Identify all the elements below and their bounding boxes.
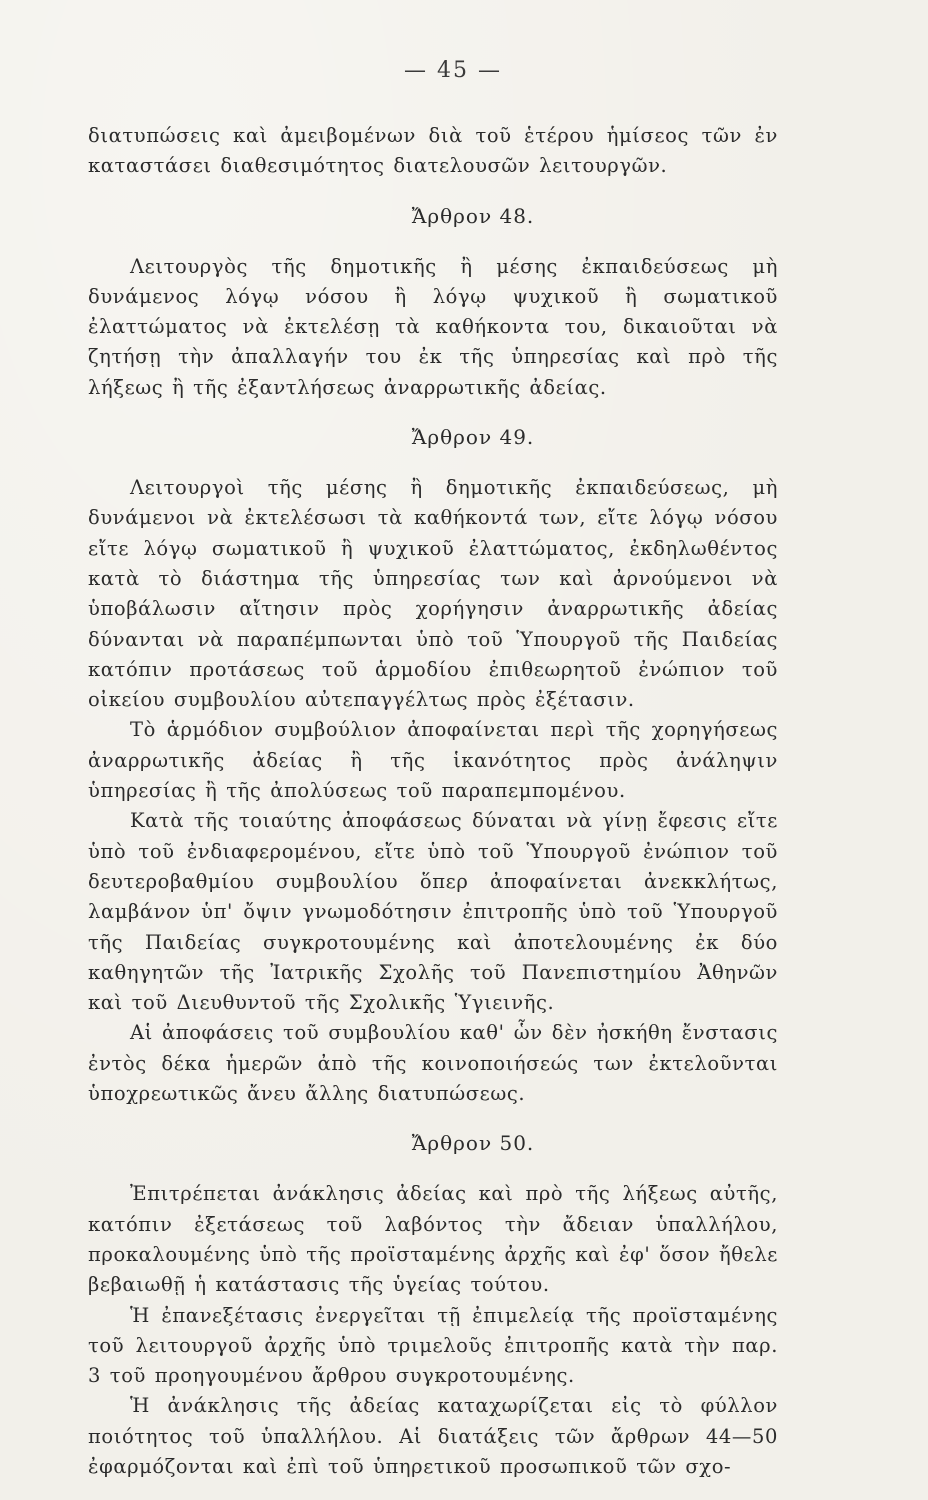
article-49-paragraph-3: Κατὰ τῆς τοιαύτης ἀποφάσεως δύναται νὰ γίνῃ ἔφεσις εἴτε ὑπὸ τοῦ ἐνδιαφερομένου, εἴτε ὑπὸ τοῦ Ὑπουργοῦ ἐνώπιον τοῦ δευτεροβαθμίου συμβουλίου ὅπερ ἀποφαίνεται ἀνεκκλήτως, λαμβάνον ὑπ' ὄψιν γνωμοδότησιν ἐπιτροπῆς ὑπὸ τοῦ Ὑπουργοῦ τῆς Παιδείας συγκροτουμένης καὶ ἀποτελουμένης ἐκ δύο καθηγητῶν τῆς Ἰατρικῆς Σχολῆς τοῦ Πανεπιστημίου Ἀθηνῶν καὶ τοῦ Διευθυντοῦ τῆς Σχολικῆς Ὑγιεινῆς. [88,809,778,1015]
article-48-heading: Ἄρθρον 48. [411,203,535,228]
paragraph-continuation: διατυπώσεις καὶ ἀμειβομένων διὰ τοῦ ἑτέρου ἡμίσεος τῶν ἐν καταστάσει διαθεσιμότητος διατελουσῶν λειτουργῶν. [88,124,778,178]
article-50-paragraph-2: Ἡ ἐπανεξέτασις ἐνεργεῖται τῇ ἐπιμελείᾳ τῆς προϊσταμένης τοῦ λειτουργοῦ ἀρχῆς ὑπὸ τριμελοῦς ἐπιτροπῆς κατὰ τὴν παρ. 3 τοῦ προηγουμένου ἄρθρου συγκροτουμένης. [88,1303,778,1388]
article-50-heading: Ἄρθρον 50. [411,1131,535,1156]
article-50-paragraph-1: Ἐπιτρέπεται ἀνάκλησις ἀδείας καὶ πρὸ τῆς λήξεως αὐτῆς, κατόπιν ἐξετάσεως τοῦ λαβόντος τὴν ἄδειαν ὑπαλλήλου, προκαλουμένης ὑπὸ τῆς προϊσταμένης ἀρχῆς καὶ ἐφ' ὅσον ἤθελε βεβαιωθῇ ἡ κατάστασις τῆς ὑγείας τούτου. [88,1182,778,1297]
article-49-paragraph-2: Τὸ ἁρμόδιον συμβούλιον ἀποφαίνεται περὶ τῆς χορηγήσεως ἀναρρωτικῆς ἀδείας ἢ τῆς ἱκανότητος πρὸς ἀνάληψιν ὑπηρεσίας ἢ τῆς ἀπολύσεως τοῦ παραπεμπομένου. [88,718,778,803]
article-49-paragraph-1: Λειτουργοὶ τῆς μέσης ἢ δημοτικῆς ἐκπαιδεύσεως, μὴ δυνάμενοι νὰ ἐκτελέσωσι τὰ καθήκοντά των, εἴτε λόγῳ νόσου εἴτε λόγῳ σωματικοῦ ἢ ψυχικοῦ ἐλαττώματος, ἐκδηλωθέντος κατὰ τὸ διάστημα τῆς ὑπηρεσίας των καὶ ἀρνούμενοι νὰ ὑποβάλωσιν αἴτησιν πρὸς χορήγησιν ἀναρρωτικῆς ἀδείας δύνανται νὰ παραπέμπωνται ὑπὸ τοῦ Ὑπουργοῦ τῆς Παιδείας κατόπιν προτάσεως τοῦ ἁρμοδίου ἐπιθεωρητοῦ ἐνώπιον τοῦ οἰκείου συμβουλίου αὐτεπαγγέλτως πρὸς ἐξέτασιν. [88,476,778,712]
page-number: — 45 — [404,58,502,83]
article-49-heading: Ἄρθρον 49. [411,425,535,450]
article-48-paragraph: Λειτουργὸς τῆς δημοτικῆς ἢ μέσης ἐκπαιδεύσεως μὴ δυνάμενος λόγῳ νόσου ἢ λόγῳ ψυχικοῦ ἢ σωματικοῦ ἐλαττώματος νὰ ἐκτελέσῃ τὰ καθήκοντα του, δικαιοῦται νὰ ζητήσῃ τὴν ἀπαλλαγήν του ἐκ τῆς ὑπηρεσίας καὶ πρὸ τῆς λήξεως ἢ τῆς ἐξαντλήσεως ἀναρρωτικῆς ἀδείας. [88,254,778,399]
article-49-paragraph-4: Αἱ ἀποφάσεις τοῦ συμβουλίου καθ' ὧν δὲν ἠσκήθη ἔνστασις ἐντὸς δέκα ἡμερῶν ἀπὸ τῆς κοινοποιήσεώς των ἐκτελοῦνται ὑποχρεωτικῶς ἄνευ ἄλλης διατυπώσεως. [88,1021,778,1106]
article-50-paragraph-3: Ἡ ἀνάκλησις τῆς ἀδείας καταχωρίζεται εἰς τὸ φύλλον ποιότητος τοῦ ὑπαλλήλου. Αἱ διατάξεις τῶν ἄρθρων 44—50 ἐφαρμόζονται καὶ ἐπὶ τοῦ ὑπηρετικοῦ προσωπικοῦ τῶν σχο- [88,1394,778,1478]
